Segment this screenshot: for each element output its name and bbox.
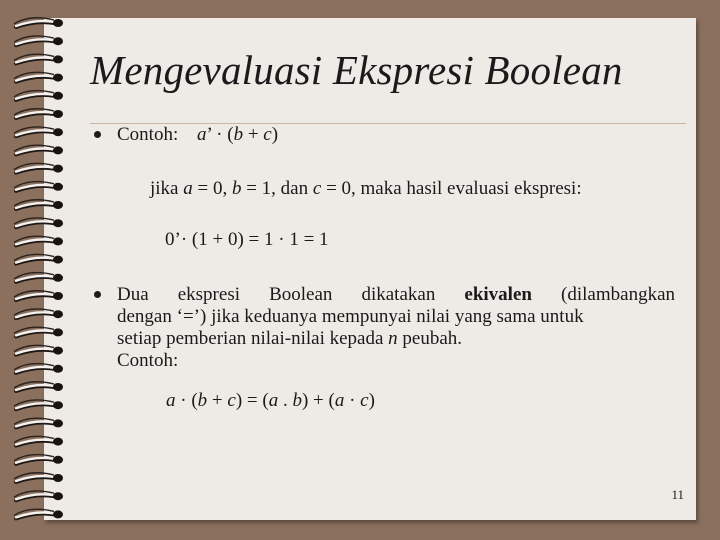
- example-label: Contoh:: [117, 124, 179, 145]
- definition-line-2: dengan ‘=’) jika keduanya mempunyai nilai yang sama untuk: [117, 306, 584, 327]
- example-expression: a’ · (b + c): [196, 124, 279, 145]
- slide-title: Mengevaluasi Ekspresi Boolean: [90, 47, 623, 93]
- binding-ring: [14, 436, 63, 445]
- binding-ring: [14, 36, 63, 45]
- binding-ring: [14, 182, 63, 191]
- binding-ring: [14, 509, 63, 518]
- binding-ring: [14, 364, 63, 373]
- evaluation-condition: jika a = 0, b = 1, dan c = 0, maka hasil evaluasi ekspresi:: [150, 178, 582, 199]
- binding-ring: [14, 18, 63, 27]
- example-label-2: Contoh:: [117, 350, 179, 371]
- keyword-ekivalen: ekivalen: [464, 284, 532, 305]
- binding-ring: [14, 400, 63, 409]
- binding-ring: [14, 291, 63, 300]
- binding-ring: [14, 218, 63, 227]
- equivalence-example: a · (b + c) = (a . b) + (a · c): [166, 390, 375, 411]
- binding-ring: [14, 236, 63, 245]
- spiral-binding-icon: [10, 10, 80, 530]
- binding-ring: [14, 327, 63, 336]
- binding-ring: [14, 309, 63, 318]
- binding-ring: [14, 273, 63, 282]
- evaluation-result: 0’· (1 + 0) = 1 · 1 = 1: [165, 229, 329, 250]
- bullet-1-heading: [117, 124, 278, 146]
- binding-ring: [14, 491, 63, 500]
- definition-line-1: Dua ekspresi Boolean dikatakan ekivalen (dilambangkan: [117, 284, 676, 305]
- binding-ring: [14, 200, 63, 209]
- binding-ring: [14, 418, 63, 427]
- bullet-1-marker: [94, 131, 101, 138]
- binding-ring: [14, 455, 63, 464]
- binding-ring: [14, 382, 63, 391]
- binding-ring: [14, 127, 63, 136]
- binding-ring: [14, 473, 63, 482]
- binding-ring: [14, 91, 63, 100]
- definition-line-3: setiap pemberian nilai-nilai kepada n peubah.: [117, 328, 463, 349]
- binding-ring: [14, 72, 63, 81]
- binding-ring: [14, 54, 63, 63]
- binding-ring: [14, 145, 63, 154]
- equivalence-definition: [117, 284, 675, 372]
- binding-ring: [14, 109, 63, 118]
- bullet-2-marker: [94, 291, 101, 298]
- page-number: 11: [671, 487, 684, 502]
- binding-ring: [14, 254, 63, 263]
- binding-ring: [14, 345, 63, 354]
- binding-ring: [14, 163, 63, 172]
